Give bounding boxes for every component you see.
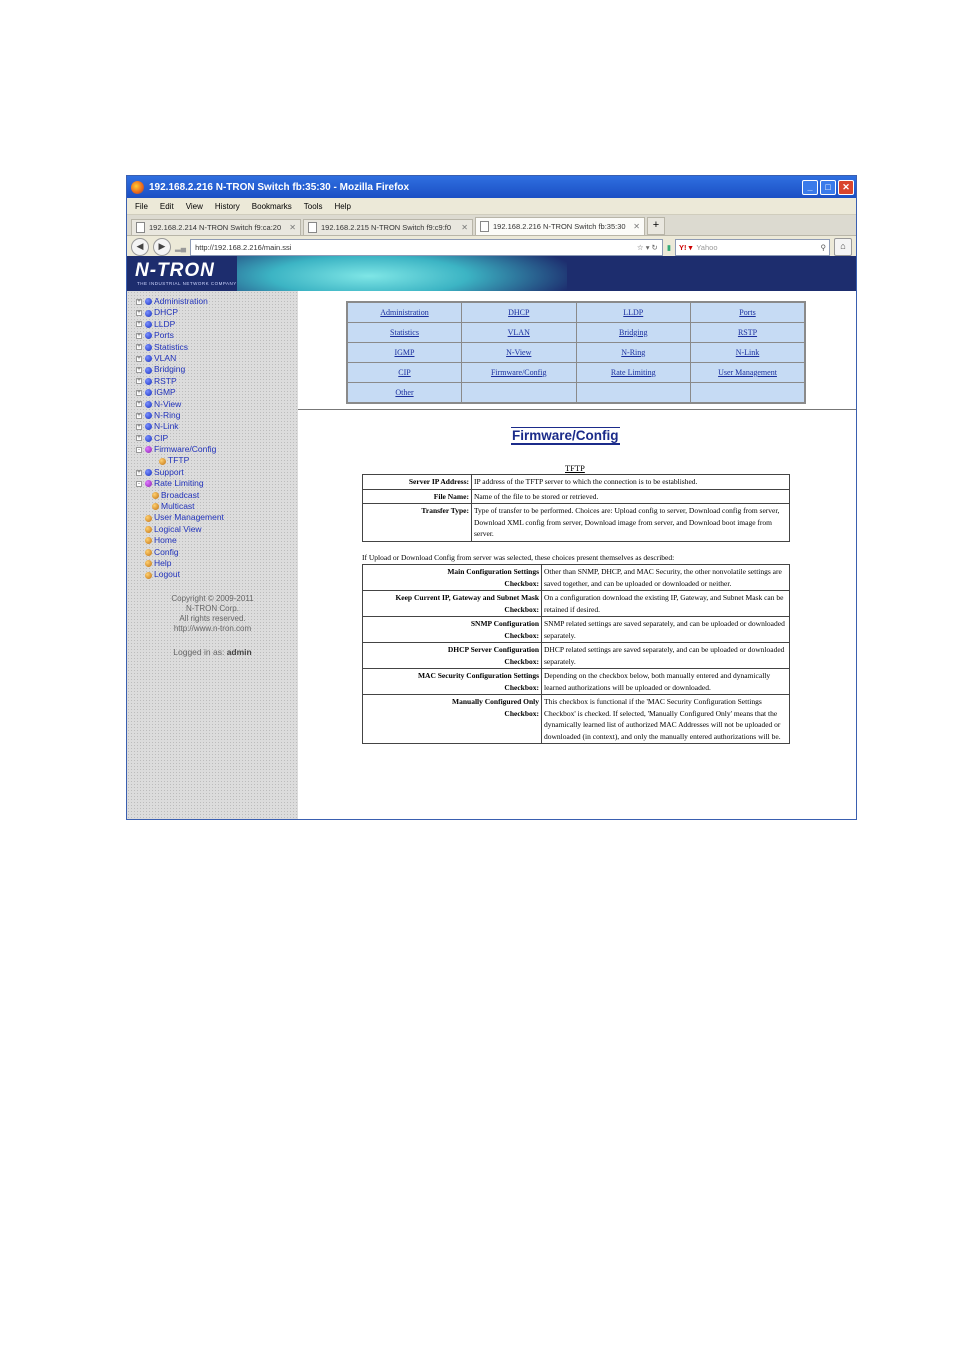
nav-grid-cell: [691, 343, 806, 363]
logged-in-status: [127, 647, 298, 657]
nav-grid-cell: [691, 323, 806, 343]
tab-bar: [127, 215, 856, 236]
sidebar-item-label: VLAN: [154, 352, 177, 363]
table-row: [363, 489, 790, 504]
nav-grid-cell: [462, 363, 577, 383]
tree-line-icon: [136, 561, 142, 567]
browser-tab[interactable]: [131, 219, 301, 235]
blue-ball-icon: [145, 389, 152, 396]
close-button[interactable]: ✕: [838, 180, 854, 195]
orange-ball-icon: [145, 572, 152, 579]
expand-icon[interactable]: +: [137, 469, 141, 476]
expand-icon[interactable]: +: [137, 321, 141, 328]
page-subtitle: TFTP: [565, 463, 585, 473]
back-icon[interactable]: ◀: [131, 238, 149, 256]
blue-ball-icon: [145, 367, 152, 374]
tree-line-icon: [150, 458, 156, 464]
sidebar-item-n-ring[interactable]: [136, 410, 298, 421]
sidebar-item-lldp[interactable]: [136, 319, 298, 330]
purple-ball-icon: [145, 446, 152, 453]
browser-tab[interactable]: [303, 219, 473, 235]
field-description: Type of transfer to be performed. Choices are: Upload config to server, Download config from server, Download XML config from server, Download image from server, and Download boot image from server.: [472, 504, 790, 542]
sidebar-item-label: TFTP: [168, 455, 190, 466]
menu-history[interactable]: History: [214, 201, 240, 211]
tab-label: 192.168.2.214 N-TRON Switch f9:ca:20: [149, 223, 282, 232]
menu-bar: [127, 198, 856, 215]
setting-title: Keep Current IP, Gateway and Subnet Mask: [395, 593, 539, 602]
nav-grid: [346, 301, 806, 404]
orange-ball-icon: [145, 537, 152, 544]
expand-icon[interactable]: +: [137, 367, 141, 374]
nav-grid-cell: [691, 383, 806, 404]
sidebar-item-home[interactable]: [136, 535, 298, 546]
sidebar-item-bridging[interactable]: [136, 364, 298, 375]
config-note: If Upload or Download Config from server was selected, these choices present themselves as described:: [362, 553, 675, 562]
addon-icon[interactable]: ▮: [666, 242, 671, 252]
expand-icon[interactable]: +: [137, 401, 141, 408]
tab-close-icon[interactable]: ✕: [461, 223, 468, 232]
tab-close-icon[interactable]: ✕: [289, 223, 296, 232]
table-row: [363, 617, 790, 643]
table-row: [363, 591, 790, 617]
yahoo-icon: Y! ▾: [679, 242, 693, 252]
sidebar-item-logical-view[interactable]: [136, 524, 298, 535]
expand-icon[interactable]: +: [137, 423, 141, 430]
field-name: File Name:: [363, 489, 472, 504]
table-row: [363, 504, 790, 542]
sidebar-item-label: RSTP: [154, 375, 177, 386]
banner-graphic: [237, 256, 567, 291]
setting-title: DHCP Server Configuration: [447, 645, 539, 654]
nav-grid-row: [347, 302, 805, 323]
tab-label: 192.168.2.215 N-TRON Switch f9:c9:f0: [321, 223, 452, 232]
orange-ball-icon: [145, 526, 152, 533]
table-row: [363, 643, 790, 669]
nav-grid-cell: [576, 343, 691, 363]
sidebar-item-cip[interactable]: [136, 433, 298, 444]
sidebar-item-administration[interactable]: [136, 296, 298, 307]
browser-tab-active[interactable]: [475, 217, 645, 235]
title-bar: [127, 176, 856, 198]
setting-description: This checkbox is functional if the 'MAC Security Configuration Settings Checkbox' is checked. If selected, 'Manually Configured Only' means that the dynamically learned list of authorized MAC Addresses will not be uploaded or downloaded (in context), and only the manually entered authorizations will be.: [542, 695, 790, 744]
setting-description: SNMP related settings are saved separately, and can be uploaded or downloaded separately.: [542, 617, 790, 643]
forward-icon[interactable]: ▶: [153, 238, 171, 256]
logo-tagline: THE INDUSTRIAL NETWORK COMPANY: [137, 281, 237, 286]
sidebar-item-label: Home: [154, 535, 177, 546]
blue-ball-icon: [145, 469, 152, 476]
sidebar-item-label: Ports: [154, 330, 174, 341]
sidebar-item-support[interactable]: [136, 467, 298, 478]
nav-grid-cell: [347, 302, 462, 323]
nav-grid-cell: [691, 363, 806, 383]
table-row: [363, 475, 790, 490]
blue-ball-icon: [145, 332, 152, 339]
page-content: [127, 256, 857, 820]
nav-link-other[interactable]: Other: [395, 388, 414, 397]
sidebar-item-label: LLDP: [154, 318, 176, 329]
nav-grid-row: [347, 323, 805, 343]
sidebar-item-vlan[interactable]: [136, 353, 298, 364]
tree-line-icon: [136, 538, 142, 544]
sidebar-item-label: Bridging: [154, 364, 186, 375]
setting-type: Checkbox:: [504, 604, 539, 614]
setting-description: DHCP related settings are saved separately, and can be uploaded or downloaded separately.: [542, 643, 790, 669]
sidebar: [127, 291, 298, 820]
nav-grid-cell: [462, 302, 577, 323]
firefox-icon: [131, 181, 144, 194]
sidebar-item-label: Logout: [154, 569, 180, 580]
sidebar-item-config[interactable]: [136, 547, 298, 558]
tab-label: 192.168.2.216 N-TRON Switch fb:35:30: [493, 222, 626, 231]
setting-type: Checkbox:: [504, 578, 539, 588]
nav-grid-cell: [347, 343, 462, 363]
nav-link-rstp[interactable]: RSTP: [737, 328, 758, 337]
setting-title: SNMP Configuration: [470, 619, 539, 628]
expand-icon[interactable]: +: [137, 332, 141, 339]
main-panel: [298, 291, 857, 820]
minimize-button[interactable]: _: [802, 180, 818, 195]
setting-name: [363, 695, 542, 744]
setting-type: Checkbox:: [504, 656, 539, 666]
orange-ball-icon: [159, 458, 166, 465]
sidebar-item-label: Support: [154, 466, 184, 477]
blue-ball-icon: [145, 310, 152, 317]
sidebar-item-label: Broadcast: [161, 489, 200, 500]
nav-grid-cell: [347, 323, 462, 343]
nav-link-ports[interactable]: Ports: [739, 308, 756, 317]
sidebar-item-statistics[interactable]: [136, 342, 298, 353]
sidebar-item-ports[interactable]: [136, 330, 298, 341]
setting-description: Other than SNMP, DHCP, and MAC Security, the other nonvolatile settings are saved together, and can be uploaded or downloaded or neither.: [542, 565, 790, 591]
page-icon: [308, 222, 317, 233]
expand-icon[interactable]: +: [137, 378, 141, 385]
setting-title: Manually Configured Only: [452, 697, 539, 706]
expand-icon[interactable]: +: [137, 389, 141, 396]
setting-title: MAC Security Configuration Settings: [417, 671, 539, 680]
sidebar-item-label: Firmware/Config: [154, 444, 217, 455]
url-text: http://192.168.2.216/main.ssi: [195, 242, 292, 252]
sidebar-item-label: Help: [154, 557, 172, 568]
menu-help[interactable]: Help: [334, 201, 351, 211]
blue-ball-icon: [145, 355, 152, 362]
sidebar-item-logout[interactable]: [136, 569, 298, 580]
nav-grid-row: [347, 383, 805, 404]
copyright: [127, 594, 298, 634]
sidebar-item-label: Statistics: [154, 341, 189, 352]
search-placeholder: Yahoo: [696, 242, 718, 252]
expand-icon[interactable]: +: [137, 310, 141, 317]
nav-grid-cell: [576, 323, 691, 343]
new-tab-button[interactable]: +: [647, 217, 665, 235]
sidebar-item-label: Administration: [154, 296, 208, 306]
blue-ball-icon: [145, 423, 152, 430]
expand-icon[interactable]: +: [137, 412, 141, 419]
nav-link-administration[interactable]: Administration: [380, 308, 429, 317]
sidebar-item-firmware-config[interactable]: [136, 444, 298, 455]
sidebar-item-label: CIP: [154, 432, 169, 443]
sidebar-item-label: Rate Limiting: [154, 478, 204, 489]
sidebar-item-label: Multicast: [161, 501, 195, 512]
nav-link-n-link[interactable]: N-Link: [735, 348, 760, 357]
orange-ball-icon: [152, 492, 159, 499]
sidebar-item-label: User Management: [154, 512, 224, 523]
setting-title: Main Configuration Settings: [447, 567, 539, 576]
tree-line-icon: [136, 572, 142, 578]
setting-name: [363, 643, 542, 669]
table-row: [363, 565, 790, 591]
setting-name: [363, 617, 542, 643]
menu-bookmarks[interactable]: Bookmarks: [251, 201, 292, 211]
expand-icon[interactable]: +: [137, 435, 141, 442]
setting-name: [363, 669, 542, 695]
nav-grid-cell: [347, 363, 462, 383]
nav-link-lldp[interactable]: LLDP: [623, 308, 644, 317]
sidebar-item-broadcast[interactable]: [136, 490, 298, 501]
sidebar-item-label: Config: [154, 546, 179, 557]
page-icon: [136, 222, 145, 233]
config-table: [362, 564, 790, 744]
nav-link-statistics[interactable]: Statistics: [390, 328, 419, 337]
nav-grid-cell: [462, 323, 577, 343]
blue-ball-icon: [145, 298, 152, 305]
sidebar-item-help[interactable]: [136, 558, 298, 569]
browser-window: [126, 175, 857, 820]
nav-grid-cell: [576, 302, 691, 323]
sidebar-item-igmp[interactable]: [136, 387, 298, 398]
sidebar-item-label: Logical View: [154, 523, 202, 534]
nav-link-igmp[interactable]: IGMP: [394, 348, 415, 357]
sidebar-item-rstp[interactable]: [136, 376, 298, 387]
field-description: IP address of the TFTP server to which the connection is to be established.: [472, 475, 790, 490]
blue-ball-icon: [145, 401, 152, 408]
menu-view[interactable]: View: [185, 201, 203, 211]
setting-description: On a configuration download the existing IP, Gateway, and Subnet Mask can be retained if desired.: [542, 591, 790, 617]
nav-grid-cell: [347, 383, 462, 404]
orange-ball-icon: [145, 515, 152, 522]
sidebar-item-label: IGMP: [154, 387, 176, 398]
url-bar[interactable]: [190, 239, 663, 256]
tree-line-icon: [143, 492, 149, 498]
table-row: [363, 669, 790, 695]
page-icon: [480, 221, 489, 232]
copyright-line: All rights reserved.: [179, 613, 246, 623]
sidebar-item-label: DHCP: [154, 307, 179, 318]
tab-close-icon[interactable]: ✕: [633, 222, 640, 231]
copyright-line: Copyright © 2009-2011: [171, 593, 254, 603]
maximize-button[interactable]: □: [820, 180, 836, 195]
home-icon[interactable]: ⌂: [834, 238, 852, 256]
purple-ball-icon: [145, 480, 152, 487]
expand-icon[interactable]: +: [137, 298, 141, 305]
setting-type: Checkbox:: [504, 682, 539, 692]
signal-icon: ▂▄: [175, 242, 187, 252]
banner: [127, 256, 857, 291]
table-row: [363, 695, 790, 744]
logged-in-user: admin: [226, 646, 252, 657]
sidebar-item-tftp[interactable]: [136, 455, 298, 466]
sidebar-item-label: N-Ring: [154, 409, 181, 420]
nav-grid-cell: [576, 383, 691, 404]
tree-line-icon: [136, 549, 142, 555]
nav-link-cip[interactable]: CIP: [398, 368, 411, 377]
nav-grid-row: [347, 343, 805, 363]
search-icon[interactable]: ⚲: [820, 242, 826, 252]
page-title: Firmware/Config: [512, 428, 619, 443]
sidebar-item-label: N-Link: [154, 421, 179, 432]
divider: [298, 409, 857, 410]
setting-type: Checkbox:: [504, 630, 539, 640]
nav-link-vlan[interactable]: VLAN: [507, 328, 530, 337]
sidebar-item-rate-limiting[interactable]: [136, 478, 298, 489]
menu-tools[interactable]: Tools: [303, 201, 323, 211]
copyright-line: N-TRON Corp.: [186, 603, 239, 613]
search-box[interactable]: [675, 239, 830, 256]
field-name: Transfer Type:: [363, 504, 472, 542]
nav-grid-row: [347, 363, 805, 383]
orange-ball-icon: [145, 560, 152, 567]
nav-link-n-view[interactable]: N-View: [506, 348, 532, 357]
nav-grid-cell: [576, 363, 691, 383]
setting-type: Checkbox:: [504, 708, 539, 718]
window-title: 192.168.2.216 N-TRON Switch fb:35:30 - Mozilla Firefox: [149, 181, 410, 193]
ntron-logo: N-TRON: [135, 260, 215, 281]
nav-link-firmware-config[interactable]: Firmware/Config: [490, 368, 547, 377]
tree-line-icon: [136, 527, 142, 533]
nav-link-rate-limiting[interactable]: Rate Limiting: [610, 368, 656, 377]
setting-description: Depending on the checkbox below, both manually entered and dynamically learned authorizations will be uploaded or downloaded.: [542, 669, 790, 695]
expand-icon[interactable]: +: [137, 355, 141, 362]
orange-ball-icon: [152, 503, 159, 510]
copyright-link[interactable]: http://www.n-tron.com: [173, 623, 252, 633]
expand-icon[interactable]: +: [137, 344, 141, 351]
nav-link-dhcp[interactable]: DHCP: [508, 308, 530, 317]
collapse-icon[interactable]: -: [138, 446, 140, 453]
blue-ball-icon: [145, 321, 152, 328]
logged-in-label: Logged in as:: [173, 646, 225, 657]
field-name: Server IP Address:: [363, 475, 472, 490]
blue-ball-icon: [145, 344, 152, 351]
sidebar-tree: [127, 291, 298, 581]
setting-name: [363, 591, 542, 617]
nav-link-bridging[interactable]: Bridging: [619, 328, 648, 337]
sidebar-item-multicast[interactable]: [136, 501, 298, 512]
field-description: Name of the file to be stored or retrieved.: [472, 489, 790, 504]
sidebar-item-n-link[interactable]: [136, 421, 298, 432]
tftp-table: [362, 474, 790, 542]
blue-ball-icon: [145, 412, 152, 419]
menu-edit[interactable]: Edit: [159, 201, 174, 211]
nav-grid-cell: [462, 383, 577, 404]
menu-file[interactable]: File: [135, 201, 148, 211]
nav-grid-cell: [691, 302, 806, 323]
tree-line-icon: [143, 504, 149, 510]
sidebar-item-user-management[interactable]: [136, 512, 298, 523]
sidebar-item-dhcp[interactable]: [136, 307, 298, 318]
bookmark-star-icon[interactable]: ☆ ▾ ↻: [636, 242, 658, 252]
nav-link-user-management[interactable]: User Management: [718, 368, 777, 377]
nav-link-n-ring[interactable]: N-Ring: [621, 348, 646, 357]
tree-line-icon: [136, 515, 142, 521]
nav-grid-cell: [462, 343, 577, 363]
sidebar-item-n-view[interactable]: [136, 399, 298, 410]
sidebar-item-label: N-View: [154, 398, 182, 409]
blue-ball-icon: [145, 435, 152, 442]
orange-ball-icon: [145, 549, 152, 556]
collapse-icon[interactable]: -: [138, 480, 140, 487]
blue-ball-icon: [145, 378, 152, 385]
setting-name: [363, 565, 542, 591]
